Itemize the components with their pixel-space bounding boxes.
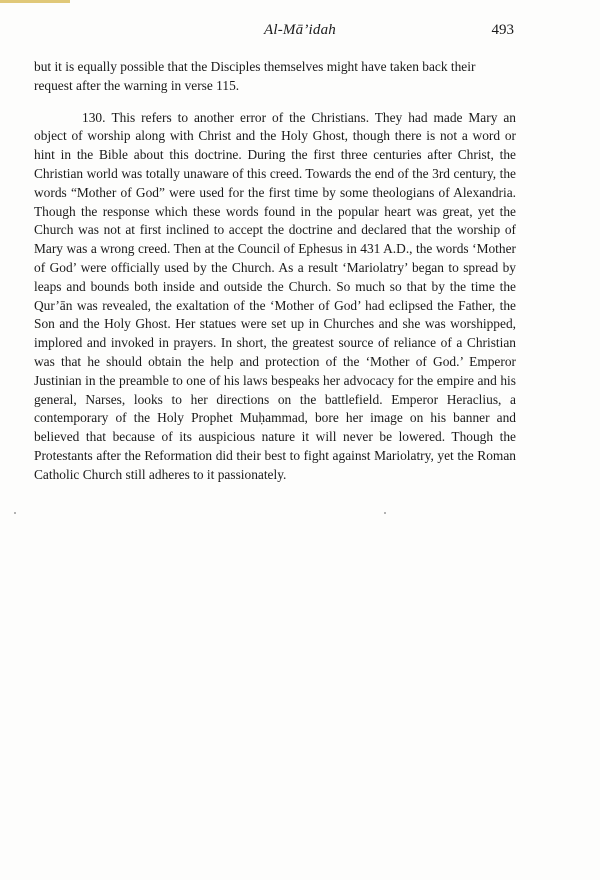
paragraph-gap <box>34 96 516 109</box>
note-text: This refers to another error of the Christians. They had made Mary an object of worship along with Christ and the Holy Ghost, though there is not a word or hint in the Bible about this doctrine. During the first three centuries after Christ, the Christian world was totally unaware of this creed. Towards the end of the 3rd century, the words “Mother of God” were used for the first time by some theologians of Alexandria. Though the response which these words found in the popular heart was great, yet the Church was not at first inclined to accept the doctrine and declared that the worship of Mary was a wrong creed. Then at the Council of Ephesus in 431 A.D., the words ‘Mother of God’ were officially used by the Church. As a result ‘Mariolatry’ began to spread by leaps and bounds both inside and outside the Church. So much so that by the time the Qur’ān was revealed, the exaltation of the ‘Mother of God’ had eclipsed the Father, the Son and the Holy Ghost. Her statues were set up in Churches and she was worshipped, implored and invoked in prayers. In short, the greatest source of reliance of a Christian was that he should obtain the help and protection of the ‘Mother of God.’ Emperor Justinian in the preamble to one of his laws bespeaks her advocacy for the empire and his general, Narses, looks to her directions on the battlefield. Emperor Heraclius, a contemporary of the Holy Prophet Muḥammad, bore her image on his banner and believed that because of its auspicious nature it will never be lowered. Though the Protestants after the Reformation did their best to fight against Mariolatry, yet the Roman Catholic Church still adheres to it passionately. <box>34 109 516 482</box>
scan-edge-mark <box>0 0 70 3</box>
scan-speck <box>14 512 16 514</box>
scan-speck <box>384 512 386 514</box>
body-text <box>34 58 516 485</box>
note-130-paragraph <box>34 109 516 485</box>
continuation-paragraph: but it is equally possible that the Disciples themselves might have taken back their request after the warning in verse 115. <box>34 59 476 93</box>
page-number: 493 <box>491 22 514 38</box>
note-number: 130. <box>82 109 106 125</box>
running-head <box>0 22 600 46</box>
running-title: Al-Mā’idah <box>264 22 336 38</box>
